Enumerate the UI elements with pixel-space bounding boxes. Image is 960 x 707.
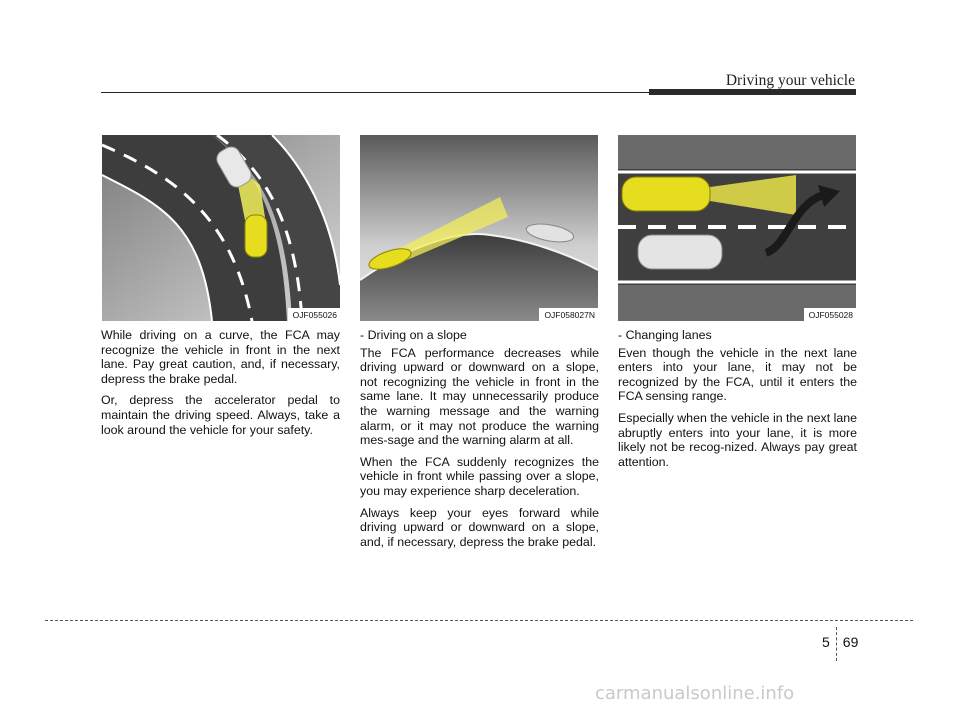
figure-slope bbox=[360, 135, 598, 321]
text-column-lanes bbox=[618, 328, 857, 476]
figure-code: OJF055026 bbox=[288, 308, 340, 321]
paragraph: Or, depress the accelerator pedal to maintain the driving speed. Always, take a look around the vehicle for your safety. bbox=[101, 393, 340, 437]
paragraph: Even though the vehicle in the next lane enters into your lane, it may not be recognized by the FCA, until it enters the FCA sensing range. bbox=[618, 345, 857, 404]
footer-rule bbox=[45, 620, 913, 621]
figure-lane-change bbox=[618, 135, 856, 321]
text-column-curve bbox=[101, 328, 340, 444]
watermark: carmanualsonline.info bbox=[595, 683, 795, 704]
paragraph: Always keep your eyes forward while driving upward or downward on a slope, and, if necessary, depress the brake pedal. bbox=[360, 505, 599, 549]
paragraph: When the FCA suddenly recognizes the vehicle in front while passing over a slope, you may experience sharp deceleration. bbox=[360, 454, 599, 498]
paragraph: The FCA performance decreases while driving upward or downward on a slope, not recognizing the vehicle in front in the same lane. It may unnecessarily produce the warning message and the warning alarm, or it may not produce the warning mes-sage and the warning alarm at all. bbox=[360, 345, 599, 448]
paragraph: While driving on a curve, the FCA may recognize the vehicle in front in the next lane. Pay great caution, and, if necessary, depress the brake pedal. bbox=[101, 328, 340, 386]
text-column-slope bbox=[360, 328, 599, 556]
header-rule bbox=[101, 92, 649, 93]
paragraph: Especially when the vehicle in the next lane abruptly enters into your lane, it is more likely not be recog-nized. Always pay great attention. bbox=[618, 410, 858, 469]
header-bar bbox=[649, 89, 856, 95]
curve-illustration bbox=[102, 135, 340, 321]
page-header-title: Driving your vehicle bbox=[725, 72, 855, 89]
figure-code: OJF058027N bbox=[539, 308, 598, 321]
lane-change-illustration bbox=[618, 135, 856, 321]
figure-curve bbox=[102, 135, 340, 321]
chapter-number: 5 bbox=[822, 634, 830, 650]
page-number-value: 69 bbox=[842, 634, 859, 650]
slope-illustration bbox=[360, 135, 598, 321]
subheading: - Changing lanes bbox=[618, 328, 712, 342]
page-number bbox=[822, 623, 858, 661]
figure-code: OJF055028 bbox=[804, 308, 856, 321]
subheading: - Driving on a slope bbox=[360, 328, 467, 342]
